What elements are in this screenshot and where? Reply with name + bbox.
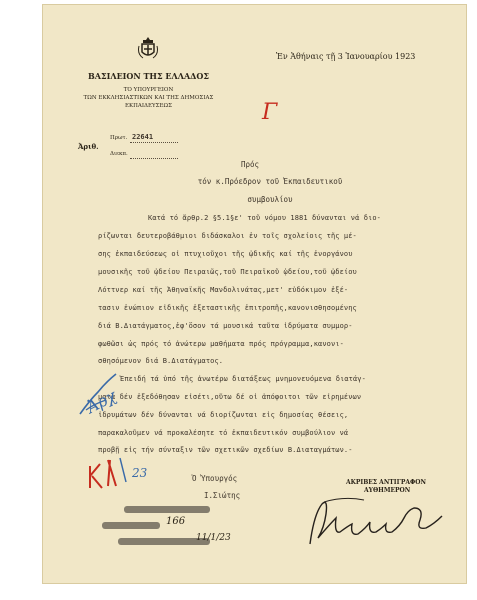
royal-crest-icon	[137, 36, 159, 62]
certified-copy-line-1: ΑΚΡΙΒΕΣ ΑΝΤΙΓΡΑΦΟΝ	[346, 479, 426, 486]
body-line: παρακαλοῦμεν νά προκαλέσητε τό ἐκπαιδευτικόν συμβούλιον νά	[98, 429, 349, 437]
addressee-line-2: συμβουλίου	[247, 195, 293, 204]
body-line: σης ἐκπαιδεύσεως οἱ πτυχιοῦχοι τῆς ᾠδικῆς καί τῆς ἐνοργάνου	[98, 250, 353, 258]
redacted-strip	[124, 506, 210, 513]
certified-copy-line-2: ΑΥΘΗΜΕΡΟΝ	[364, 487, 411, 494]
diekp-label: Διεκπ.	[110, 151, 128, 157]
body-line: Ἐπειδή τά ὑπό τῆς ἀνωτέρω διατάξεως μνημονευόμενα διατάγ-	[120, 375, 366, 383]
file-date: 11/1/23	[196, 533, 231, 543]
minister-name: Ι.Σιώτης	[204, 491, 241, 500]
body-line: ματα δέν ἐξεδόθησαν εἰσέτι,οὕτω δέ οἱ ἀπόφοιτοι τῶν εἰρημένων	[98, 393, 362, 401]
protocol-number: 22641	[132, 133, 154, 141]
ministry-line-1: ΤΟ ΥΠΟΥΡΓΕΙΟΝ	[123, 87, 174, 93]
body-line: Κατά τό ἄρθρ.2 §5.1§ε' τοῦ νόμου 1881 δύνανται νά διο-	[148, 214, 381, 222]
redacted-strip	[102, 522, 160, 529]
blue-number-23: 23	[132, 466, 148, 480]
handwritten-signature	[304, 494, 450, 550]
protocol-underline	[130, 142, 178, 143]
margin-blue-note: Ἀρχ	[83, 385, 120, 418]
body-line: σθησόμενον διά Β.Διατάγματος.	[98, 357, 224, 365]
date-line: Ἐν Ἀθήναις τῇ 3 Ἰανουαρίου 1923	[276, 52, 416, 61]
addressee-line-1: τόν κ.Πρόεδρον τοῦ Ἐκπαιδευτικοῦ	[197, 177, 343, 186]
blue-scribble-icon	[76, 370, 120, 420]
body-line: διά Β.Διατάγματος,ἐφ'ὅσον τά μουσικά ταῦτα ἱδρύματα συμμορ-	[98, 322, 353, 330]
body-line: φωθῶσι ὡς πρός τό ἀνώτερω μαθήματα πρός πρόγραμμα,κανονι-	[98, 340, 344, 348]
arith-label: Ἀριθ.	[78, 142, 99, 151]
file-number: 166	[166, 516, 186, 527]
ministry-line-3: ΕΚΠΑΙΔΕΥΣΕΩΣ	[124, 103, 173, 109]
stamp-gamma: Γ	[262, 100, 278, 125]
minister-title: Ὁ Ὑπουργός	[192, 474, 238, 483]
addressee-pros: Πρός	[240, 160, 260, 169]
ministry-line-2: ΤΩΝ ΕΚΚΛΗΣΙΑΣΤΙΚΩΝ ΚΑΙ ΤΗΣ ΔΗΜΟΣΙΑΣ	[83, 95, 214, 101]
protocol-label: Πρωτ.	[110, 135, 128, 141]
diekp-underline	[130, 158, 178, 159]
body-line: προβῇ εἰς τήν σύνταξιν τῶν σχετικῶν σχεδίων Β.Διαταγμάτων.-	[98, 446, 353, 454]
body-line: τασιν ἐνώπιον εἰδικῆς ἐξεταστικῆς ἐπιτροπῆς,κανονισθησομένης	[98, 304, 357, 312]
kingdom-heading: ΒΑΣΙΛΕΙΟΝ ΤΗΣ ΕΛΛΑΔΟΣ	[88, 71, 209, 81]
body-line: μουσικῆς τοῦ ᾠδείου Πειραιῶς,τοῦ Πειραϊκοῦ ᾠδείου,τοῦ ᾠδείου	[98, 268, 357, 276]
body-line: ἱδρυμάτων δέν δύνανται νά διορίζωνται εἰς δημοσίας θέσεις,	[98, 411, 349, 419]
body-line: Λόττνερ καί τῆς Ἀθηναϊκῆς Μανδολινάτας,μετ' εὐδόκιμον ἐξέ-	[98, 286, 349, 294]
body-line: ρίζωνται δευτεροβάθμιοι διδάσκαλοι ἐν τοῖς σχολείοις τῆς μέ-	[98, 232, 357, 240]
